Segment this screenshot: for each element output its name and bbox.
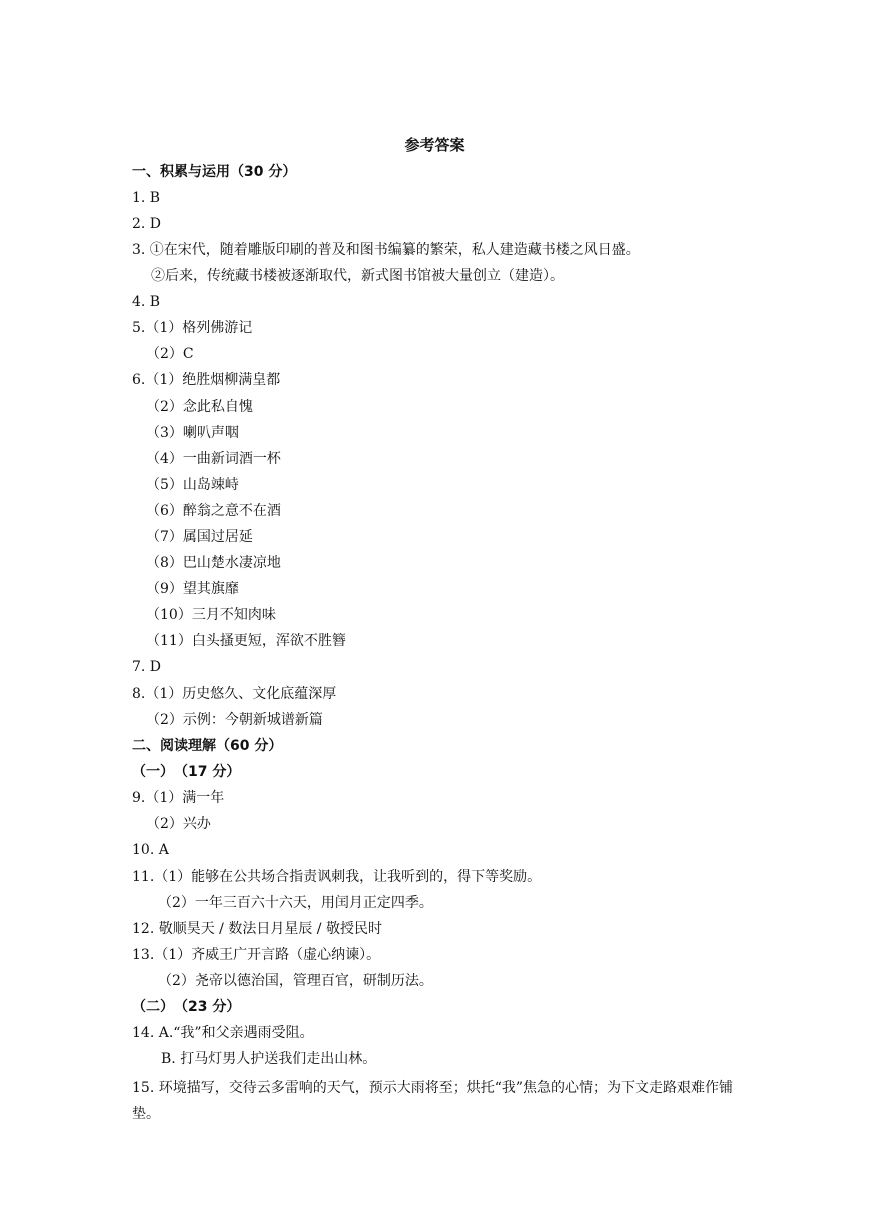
section-heading: 二、阅读理解（60 分） — [132, 738, 283, 754]
answer-line: （10）三月不知肉味 — [146, 607, 276, 623]
answer-line: （7）属国过居延 — [146, 529, 253, 545]
answer-paragraph: 15. 环境描写，交待云多雷响的天气，预示大雨将至；烘托“我”焦急的心情；为下文走路艰难作铺垫。 — [132, 1080, 734, 1122]
answer-line: 7. D — [132, 659, 162, 675]
page-title: 参考答案 — [404, 136, 465, 154]
answer-line: 6.（1）绝胜烟柳满皇都 — [132, 372, 281, 388]
answer-line: （4）一曲新词酒一杯 — [146, 451, 281, 467]
answer-line: （3）喇叭声咽 — [146, 425, 239, 441]
answer-line: （2）兴办 — [146, 816, 211, 832]
answer-line: ②后来，传统藏书楼被逐渐取代，新式图书馆被大量创立（建造）。 — [151, 268, 564, 284]
answer-line: （2）尧帝以德治国，管理百官，研制历法。 — [158, 973, 433, 989]
subsection-heading: （一） （17 分） — [132, 764, 241, 780]
answer-line: （2）一年三百六十六天，用闰月正定四季。 — [158, 895, 433, 911]
subsection-heading: （二） （23 分） — [132, 999, 241, 1015]
section-heading: 一、积累与运用（30 分） — [132, 164, 297, 180]
answer-line: 11.（1）能够在公共场合指责讽刺我，让我听到的，得下等奖励。 — [132, 869, 542, 885]
answer-line: 10. A — [132, 842, 169, 858]
answer-line: 5.（1）格列佛游记 — [132, 320, 253, 336]
answer-line: （8）巴山楚水凄凉地 — [146, 555, 281, 571]
answer-line: （9）望其旗靡 — [146, 581, 239, 597]
answer-line: B. 打马灯男人护送我们走出山林。 — [161, 1051, 377, 1067]
answer-line: （5）山岛竦峙 — [146, 477, 239, 493]
answer-line: （2）示例：今朝新城谱新篇 — [146, 712, 323, 728]
answer-line: 2. D — [132, 216, 162, 232]
answer-line: （2）念此私自愧 — [146, 399, 253, 415]
answer-line: 9.（1）满一年 — [132, 790, 225, 806]
answer-line: （2）C — [146, 346, 194, 362]
answer-line: 8.（1）历史悠久、文化底蕴深厚 — [132, 686, 337, 702]
answer-line: （11）白头搔更短，浑欲不胜簪 — [146, 633, 346, 649]
answer-line: 12. 敬顺昊天 / 数法日月星辰 / 敬授民时 — [132, 921, 382, 937]
answer-line: 1. B — [132, 190, 161, 206]
answer-line: 4. B — [132, 294, 161, 310]
answer-line: 3. ①在宋代，随着雕版印刷的普及和图书编纂的繁荣，私人建造藏书楼之风日盛。 — [132, 242, 640, 258]
answer-line: （6）醉翁之意不在酒 — [146, 503, 281, 519]
answer-line: 13.（1）齐威王广开言路（虚心纳谏）。 — [132, 947, 381, 963]
answer-line: 14. A.“我”和父亲遇雨受阻。 — [132, 1025, 314, 1041]
